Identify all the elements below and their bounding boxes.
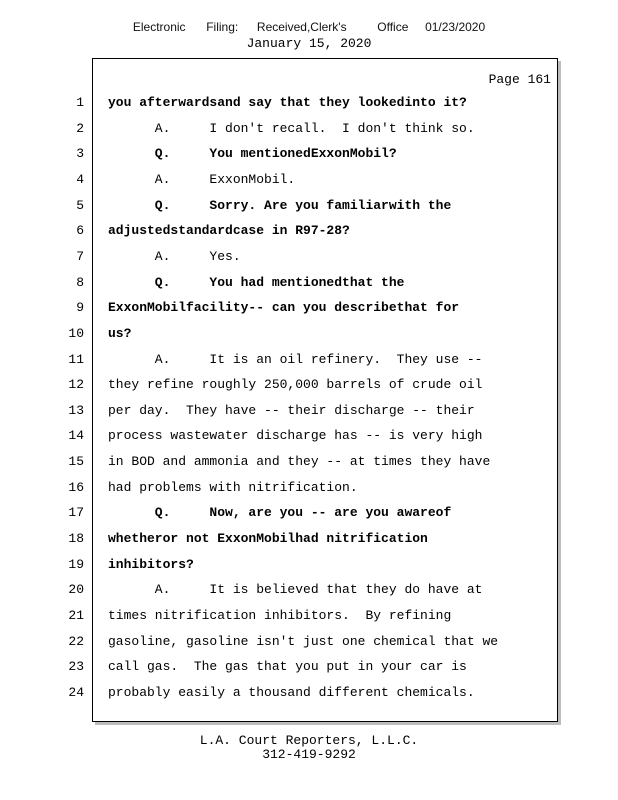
line-text: Q. You had mentionedthat the <box>108 275 405 290</box>
line-number: 19 <box>68 557 84 572</box>
line-number: 11 <box>68 352 84 367</box>
line-number: 14 <box>68 428 84 443</box>
page-number: Page 161 <box>488 72 551 87</box>
transcript-date: January 15, 2020 <box>246 36 372 51</box>
line-text: us? <box>108 326 132 341</box>
filing-stamp-received: Received,Clerk's <box>256 20 347 34</box>
line-number: 16 <box>68 480 84 495</box>
line-number: 9 <box>76 300 84 315</box>
line-number: 3 <box>76 146 84 161</box>
line-text: A. ExxonMobil. <box>108 172 296 187</box>
filing-stamp-electronic: Electronic <box>132 20 186 34</box>
line-number: 1 <box>76 95 84 110</box>
line-number: 13 <box>68 403 84 418</box>
line-text: times nitrification inhibitors. By refining <box>108 608 452 623</box>
line-text: in BOD and ammonia and they -- at times they have <box>108 454 491 469</box>
line-text: they refine roughly 250,000 barrels of crude oil <box>108 377 483 392</box>
line-text: you afterwardsand say that they lookedinto it? <box>108 95 467 110</box>
filing-stamp-date: 01/23/2020 <box>425 20 486 34</box>
line-text: per day. They have -- their discharge -- their <box>108 403 475 418</box>
line-number: 12 <box>68 377 84 392</box>
line-text: Q. Now, are you -- are you awareof <box>108 505 452 520</box>
line-text: had problems with nitrification. <box>108 480 358 495</box>
line-text: inhibitors? <box>108 557 194 572</box>
line-text: probably easily a thousand different chemicals. <box>108 685 475 700</box>
filing-stamp-filing: Filing: <box>206 20 239 34</box>
footer-company: L.A. Court Reporters, L.L.C. <box>199 733 419 748</box>
line-number: 18 <box>68 531 84 546</box>
footer-phone: 312-419-9292 <box>262 747 356 762</box>
line-number: 2 <box>76 121 84 136</box>
line-text: A. I don't recall. I don't think so. <box>108 121 475 136</box>
line-number: 22 <box>68 634 84 649</box>
line-text: gasoline, gasoline isn't just one chemical that we <box>108 634 499 649</box>
line-number: 24 <box>68 685 84 700</box>
filing-stamp-office: Office <box>377 20 409 34</box>
line-text: call gas. The gas that you put in your car is <box>108 659 467 674</box>
line-text: A. It is believed that they do have at <box>108 582 483 597</box>
line-number: 15 <box>68 454 84 469</box>
line-number: 8 <box>76 275 84 290</box>
line-number: 21 <box>68 608 84 623</box>
line-number: 4 <box>76 172 84 187</box>
line-number: 23 <box>68 659 84 674</box>
line-text: adjustedstandardcase in R97-28? <box>108 223 350 238</box>
line-number: 6 <box>76 223 84 238</box>
line-text: Q. Sorry. Are you familiarwith the <box>108 198 452 213</box>
line-text: A. Yes. <box>108 249 241 264</box>
line-number: 5 <box>76 198 84 213</box>
line-number: 20 <box>68 582 84 597</box>
line-number: 17 <box>68 505 84 520</box>
line-number: 10 <box>68 326 84 341</box>
line-text: A. It is an oil refinery. They use -- <box>108 352 483 367</box>
line-text: process wastewater discharge has -- is very high <box>108 428 483 443</box>
line-number: 7 <box>76 249 84 264</box>
line-text: Q. You mentionedExxonMobil? <box>108 146 397 161</box>
filing-stamp <box>0 20 618 34</box>
line-text: whetheror not ExxonMobilhad nitrification <box>108 531 428 546</box>
line-text: ExxonMobilfacility-- can you describethat for <box>108 300 460 315</box>
